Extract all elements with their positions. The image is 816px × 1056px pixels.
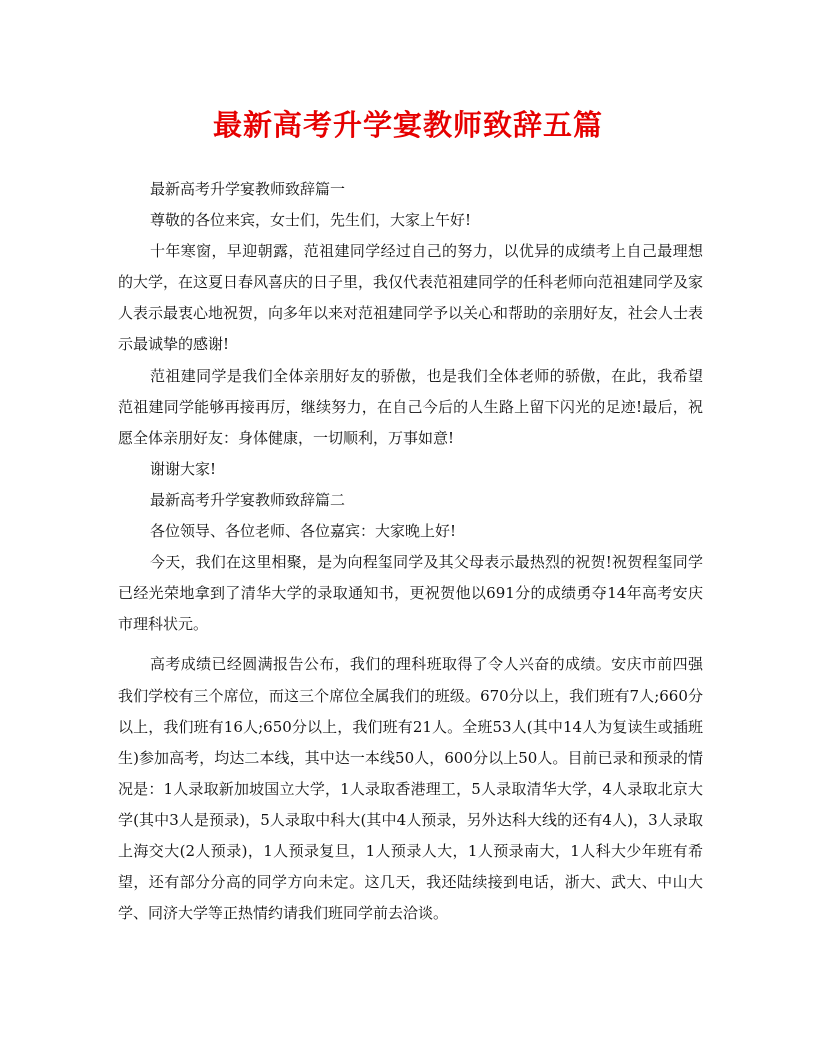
section-heading-1: 最新高考升学宴教师致辞篇一 [150, 180, 346, 198]
greeting-paragraph-1: 尊敬的各位来宾，女士们，先生们，大家上午好! [150, 211, 472, 230]
body-paragraph: 高考成绩已经圆满报告公布，我们的理科班取得了令人兴奋的成绩。安庆市前四强我们学校有三个席位，而这三个席位全属我们的班级。670分以上，我们班有7人;660分以上，我们班有16人;650分以上，我们班有21人。全班53人(其中14人为复读生或插班生)参加高考，均达二本线，其中达一本线50人，600分以上50人。目前已录和预录的情况是：1人录取新加坡国立大学，1人录取香港理工，5人录取清华大学，4人录取北京大学(其中3人是预录)，5人录取中科大(其中4人预录，另外达科大线的还有4人)，3人录取上海交大(2人预录)，1人预录复旦，1人预录人大，1人预录南大，1人科大少年班有希望，还有部分分高的同学方向未定。这几天，我还陆续接到电话，浙大、武大、中山大学、同济大学等正热情约请我们班同学前去洽谈。 [118, 655, 703, 923]
closing-paragraph: 谢谢大家! [150, 459, 217, 478]
body-paragraph: 今天，我们在这里相聚，是为向程玺同学及其父母表示最热烈的祝贺!祝贺程玺同学已经光荣地拿到了清华大学的录取通知书，更祝贺他以691分的成绩勇夺14年高考安庆市理科状元。 [118, 553, 703, 634]
document-title: 最新高考升学宴教师致辞五篇 [212, 108, 603, 142]
section-heading-2: 最新高考升学宴教师致辞篇二 [150, 490, 346, 509]
body-paragraph: 十年寒窗，早迎朝露，范祖建同学经过自己的努力，以优异的成绩考上自己最理想的大学，在这夏日春风喜庆的日子里，我仅代表范祖建同学的任科老师向范祖建同学及家人表示最衷心地祝贺，向多年以来对范祖建同学予以关心和帮助的亲朋好友，社会人士表示最诚挚的感谢! [118, 242, 704, 354]
document-body [118, 174, 703, 929]
greeting-paragraph-2: 各位领导、各位老师、各位嘉宾：大家晚上好! [150, 522, 457, 541]
body-paragraph: 范祖建同学是我们全体亲朋好友的骄傲，也是我们全体老师的骄傲，在此，我希望范祖建同学能够再接再厉，继续努力，在自己今后的人生路上留下闪光的足迹!最后，祝愿全体亲朋好友：身体健康，一切顺利，万事如意! [118, 366, 703, 447]
